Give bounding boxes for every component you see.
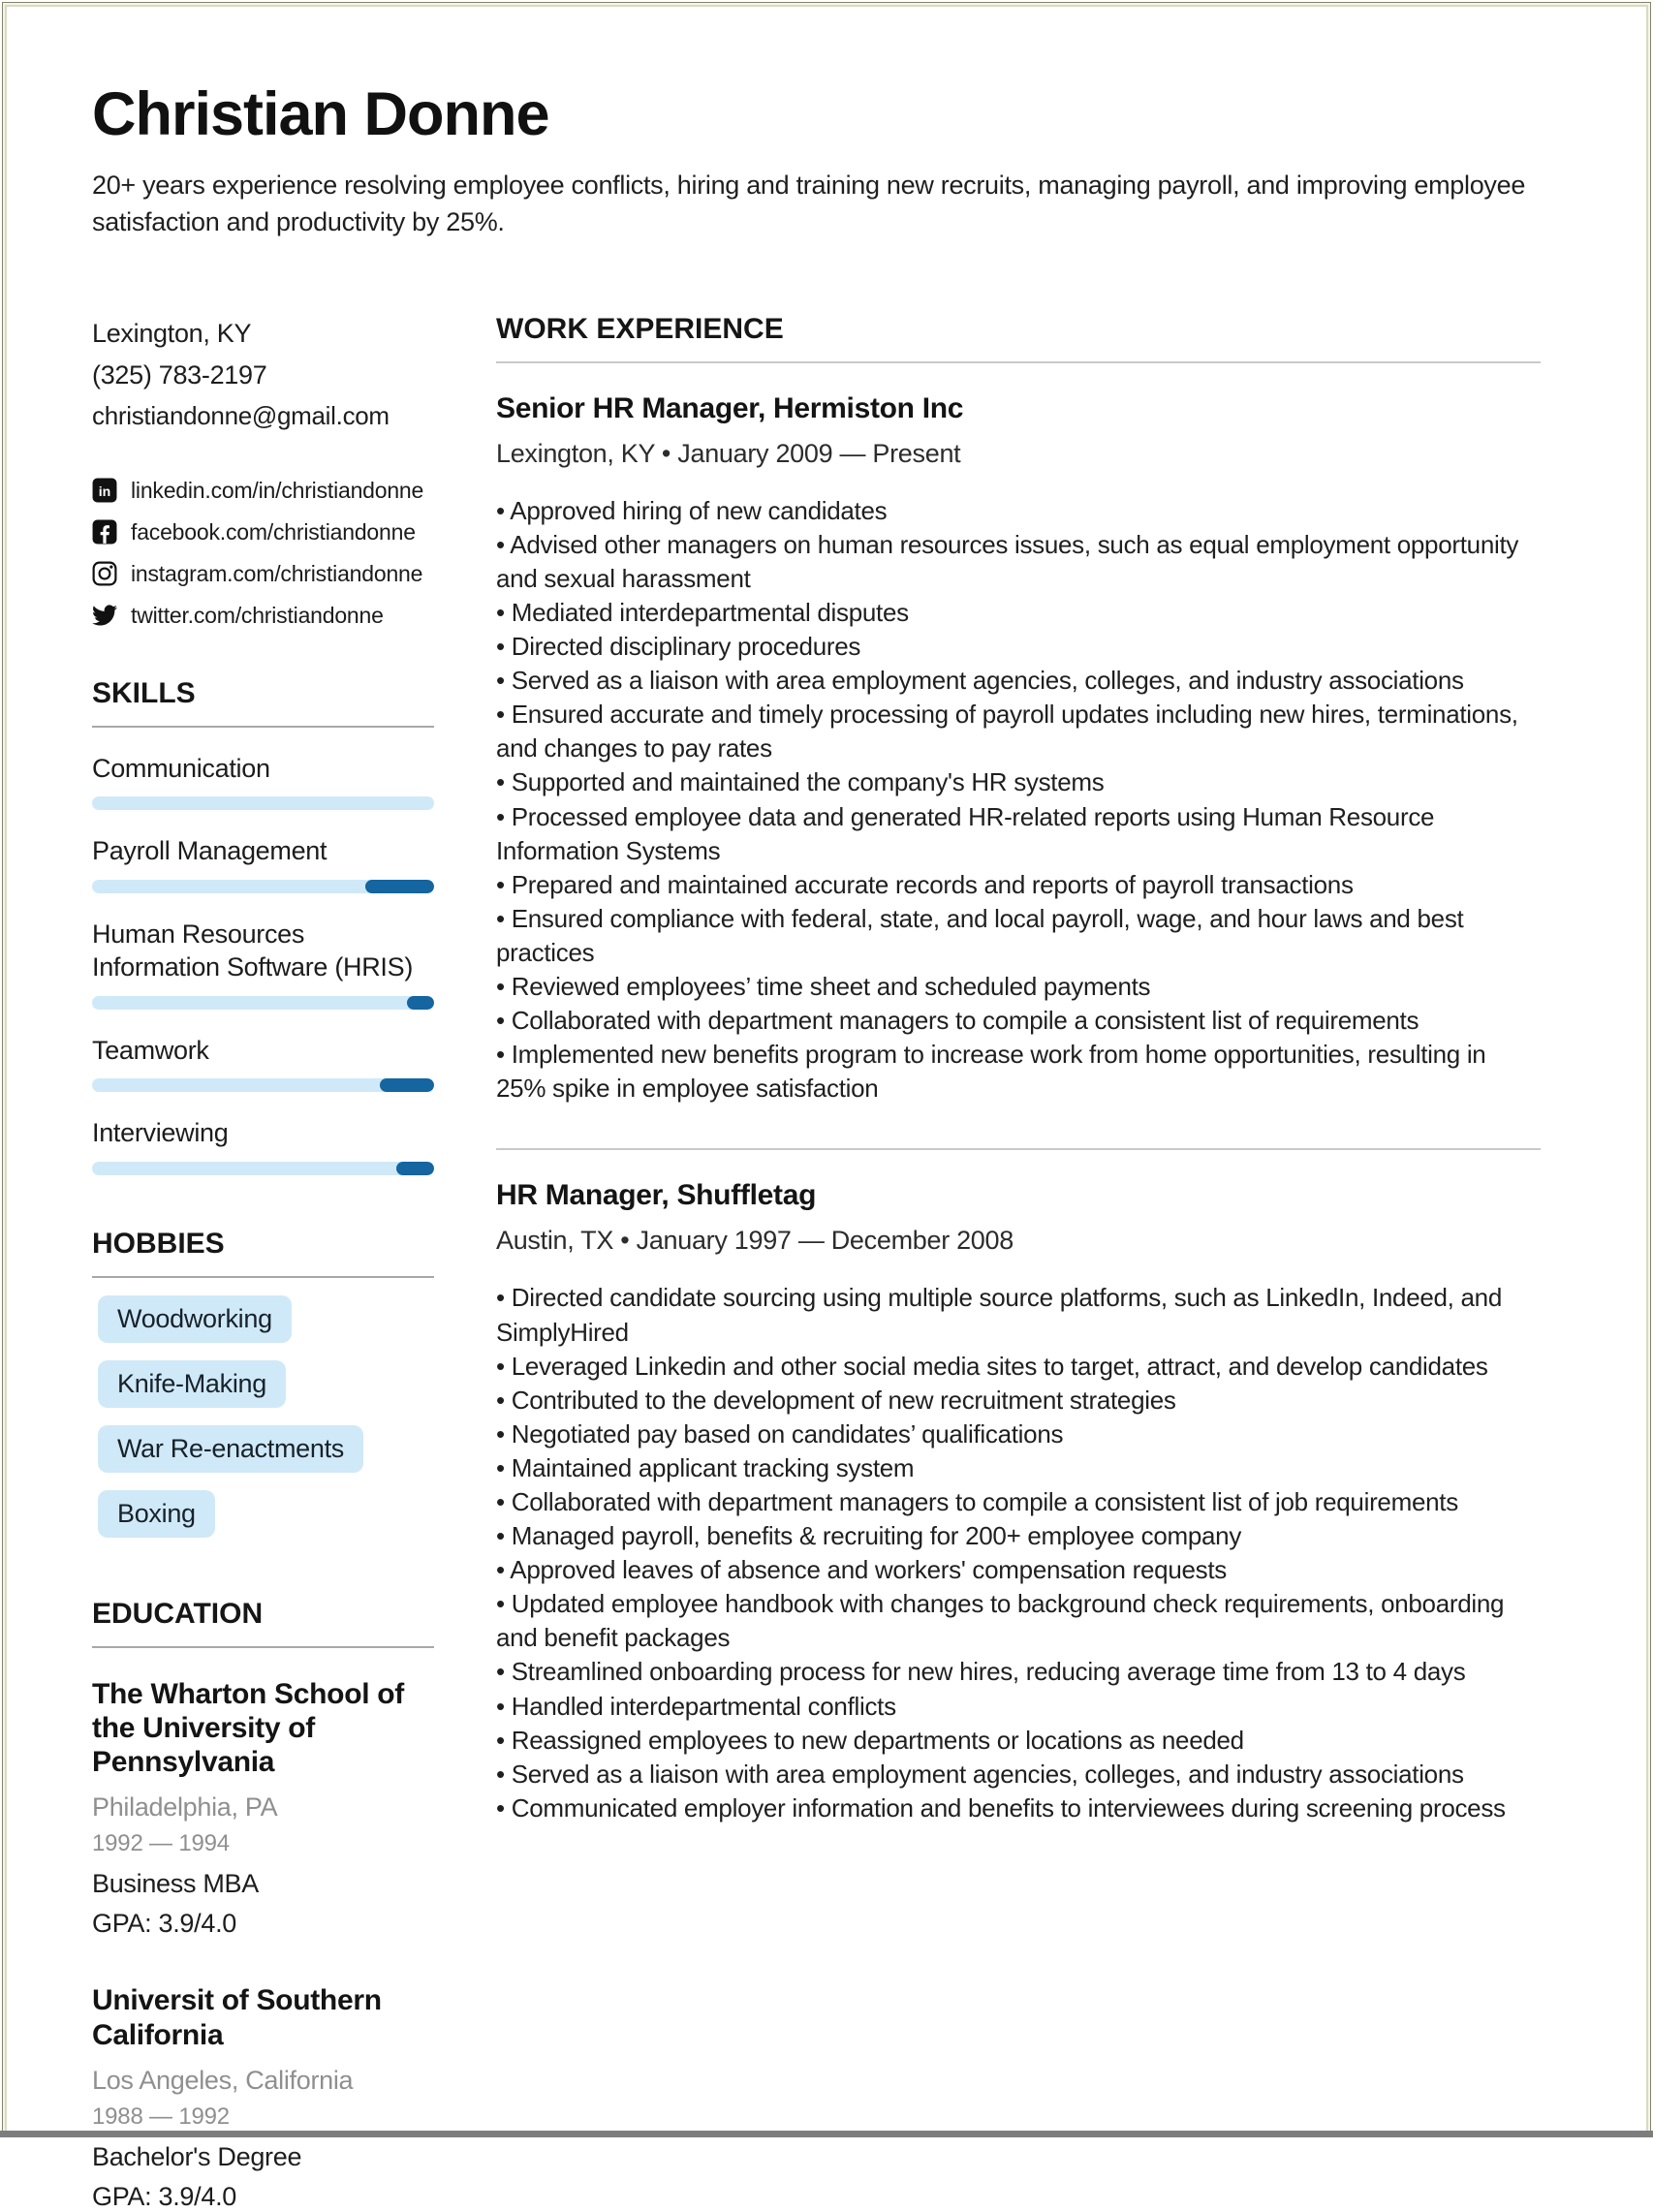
job-bullet: • Prepared and maintained accurate records and reports of payroll transactions: [496, 868, 1541, 902]
contact-email: christiandonne@gmail.com: [92, 401, 390, 431]
education-heading: EDUCATION: [92, 1598, 264, 1631]
summary-text: 20+ years experience resolving employee conflicts, hiring and training new recruits, managing payroll, and improving employee satisfaction and productivity by 25%.: [92, 171, 1526, 236]
section-divider: [92, 1646, 434, 1648]
hobbies-section: [92, 1228, 434, 1538]
skill-label: Teamwork: [92, 1035, 209, 1065]
columns: [92, 313, 1541, 2212]
job-bullet: • Managed payroll, benefits & recruiting for 200+ employee company: [496, 1519, 1541, 1553]
job-bullet: • Leveraged Linkedin and other social media sites to target, attract, and develop candidates: [496, 1350, 1541, 1384]
school-degree: Bachelor's Degree: [92, 2141, 302, 2171]
education-entry: [92, 1983, 434, 2211]
job-bullet: • Mediated interdepartmental disputes: [496, 596, 1541, 630]
skill-label: Communication: [92, 753, 270, 783]
education-section: [92, 1598, 434, 2211]
skill-bar: [92, 996, 434, 1010]
skill-item: [92, 835, 434, 893]
work-heading: WORK EXPERIENCE: [496, 312, 784, 345]
skill-item: [92, 1035, 434, 1093]
skill-item: [92, 1117, 434, 1175]
social-link-item[interactable]: [92, 561, 434, 587]
skill-item: [92, 753, 434, 811]
job-bullet: • Maintained applicant tracking system: [496, 1451, 1541, 1485]
social-link-text: twitter.com/christiandonne: [131, 602, 384, 628]
resume-header: [92, 82, 1541, 241]
skill-bar-fill: [396, 1162, 434, 1175]
skill-bar-fill: [380, 1078, 434, 1092]
job-divider: [496, 1148, 1541, 1150]
school-gpa: GPA: 3.9/4.0: [92, 2181, 236, 2211]
job-bullet: • Handled interdepartmental conflicts: [496, 1690, 1541, 1724]
job-bullet: • Served as a liaison with area employment agencies, colleges, and industry associations: [496, 1758, 1541, 1791]
hobby-tag: Knife-Making: [98, 1360, 286, 1408]
main-column: [496, 313, 1541, 2212]
social-link-item[interactable]: [92, 519, 434, 545]
social-link-text: instagram.com/christiandonne: [131, 560, 423, 586]
school-name: The Wharton School of the University of Pennsylvania: [92, 1678, 405, 1779]
social-link-text: facebook.com/christiandonne: [131, 518, 416, 545]
skill-bar: [92, 1078, 434, 1092]
job-bullet: • Reassigned employees to new departments or locations as needed: [496, 1724, 1541, 1758]
school-location: Los Angeles, California: [92, 2065, 354, 2095]
contact-location: Lexington, KY: [92, 318, 252, 348]
social-links: [92, 478, 434, 629]
skill-label: Interviewing: [92, 1118, 229, 1148]
job-bullet: • Reviewed employees’ time sheet and scheduled payments: [496, 970, 1541, 1004]
contact-phone: (325) 783-2197: [92, 359, 267, 389]
school-gpa: GPA: 3.9/4.0: [92, 1909, 236, 1939]
hobby-tag: War Re-enactments: [98, 1425, 363, 1473]
skill-label: Payroll Management: [92, 836, 327, 866]
school-location: Philadelphia, PA: [92, 1792, 278, 1823]
job-bullet: • Contributed to the development of new recruitment strategies: [496, 1384, 1541, 1418]
job-bullet: • Processed employee data and generated HR-related reports using Human Resource Information Systems: [496, 800, 1541, 868]
skill-label: Human Resources Information Software (HRIS): [92, 919, 414, 981]
social-link-item[interactable]: [92, 478, 434, 504]
hobby-tag: Woodworking: [98, 1295, 292, 1343]
instagram-icon: [92, 561, 117, 586]
svg-text:in: in: [98, 483, 111, 500]
page-edge-strip: [0, 2131, 1653, 2137]
school-dates: 1992 — 1994: [92, 1830, 230, 1857]
job-bullet: • Negotiated pay based on candidates’ qualifications: [496, 1418, 1541, 1451]
jobs-list: [496, 392, 1541, 1825]
social-link-item[interactable]: [92, 603, 434, 629]
job-bullet: • Approved leaves of absence and workers' compensation requests: [496, 1553, 1541, 1587]
job-title: Senior HR Manager, Hermiston Inc: [496, 391, 964, 424]
job-meta: Austin, TX • January 1997 — December 2008: [496, 1226, 1014, 1256]
job-entry: [496, 1179, 1541, 1825]
page-title: Christian Donne: [92, 80, 549, 148]
skills-heading: SKILLS: [92, 676, 196, 709]
job-bullet: • Updated employee handbook with changes to background check requirements, onboarding and benefit packages: [496, 1587, 1541, 1655]
job-bullet: • Streamlined onboarding process for new hires, reducing average time from 13 to 4 days: [496, 1655, 1541, 1689]
school-dates: 1988 — 1992: [92, 2103, 230, 2130]
section-divider: [496, 361, 1541, 363]
hobbies-heading: HOBBIES: [92, 1228, 225, 1261]
job-bullet: • Directed candidate sourcing using multiple source platforms, such as LinkedIn, Indeed, and SimplyHired: [496, 1281, 1541, 1349]
job-entry: [496, 392, 1541, 1106]
job-bullets: [496, 494, 1541, 1106]
job-bullet: • Ensured compliance with federal, state, and local payroll, wage, and hour laws and best practices: [496, 902, 1541, 970]
work-section: [496, 313, 1541, 1825]
skills-list: [92, 753, 434, 1176]
job-bullets: [496, 1281, 1541, 1825]
hobby-tag: Boxing: [98, 1490, 215, 1538]
linkedin-icon: [92, 478, 117, 503]
contact-block: [92, 313, 434, 437]
job-meta: Lexington, KY • January 2009 — Present: [496, 438, 961, 468]
school-name: Universit of Southern California: [92, 1984, 382, 2051]
job-bullet: • Collaborated with department managers to compile a consistent list of requirements: [496, 1004, 1541, 1038]
job-title: HR Manager, Shuffletag: [496, 1179, 817, 1212]
job-bullet: • Collaborated with department managers to compile a consistent list of job requirements: [496, 1485, 1541, 1519]
job-bullet: • Implemented new benefits program to increase work from home opportunities, resulting in 25% spike in employee satisfaction: [496, 1038, 1541, 1106]
skill-bar: [92, 1162, 434, 1175]
job-bullet: • Communicated employer information and benefits to interviewees during screening process: [496, 1791, 1541, 1825]
job-bullet: • Ensured accurate and timely processing of payroll updates including new hires, terminations, and changes to pay rates: [496, 698, 1541, 765]
job-bullet: • Supported and maintained the company's HR systems: [496, 765, 1541, 799]
section-divider: [92, 726, 434, 728]
sidebar: [92, 313, 434, 2212]
skill-bar-fill: [407, 996, 434, 1010]
skill-item: [92, 919, 434, 1010]
job-bullet: • Served as a liaison with area employment agencies, colleges, and industry associations: [496, 664, 1541, 698]
social-link-text: linkedin.com/in/christiandonne: [131, 477, 424, 503]
skill-bar: [92, 880, 434, 893]
hobbies-list: [92, 1295, 434, 1538]
skills-section: [92, 677, 434, 1176]
education-entry: [92, 1677, 434, 1939]
section-divider: [92, 1276, 434, 1278]
job-bullet: • Approved hiring of new candidates: [496, 494, 1541, 528]
school-degree: Business MBA: [92, 1869, 259, 1899]
skill-bar: [92, 796, 434, 810]
twitter-icon: [92, 603, 117, 628]
facebook-icon: [92, 519, 117, 545]
skill-bar-fill: [365, 880, 434, 893]
job-bullet: • Advised other managers on human resources issues, such as equal employment opportunity and sexual harassment: [496, 528, 1541, 596]
job-bullet: • Directed disciplinary procedures: [496, 630, 1541, 664]
